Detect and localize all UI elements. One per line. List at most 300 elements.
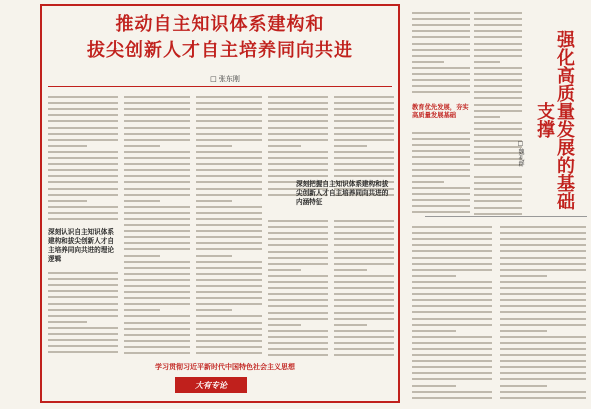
body-text-line [48, 206, 118, 208]
body-text-line [412, 330, 456, 332]
body-text-line [334, 281, 394, 283]
body-text-line [268, 169, 328, 171]
body-text-line [500, 269, 586, 271]
body-text-line [124, 120, 190, 122]
body-text-line [48, 175, 118, 177]
subheading-connotation-features: 深刻把握自主知识体系建构和拔尖创新人才自主培养同向共进的内涵特征 [296, 180, 389, 206]
body-text-line [412, 163, 470, 165]
body-text-line [474, 182, 522, 184]
body-text-line [124, 139, 190, 141]
body-text-line [474, 128, 522, 130]
body-text-line [268, 269, 301, 271]
body-text-line [124, 248, 190, 250]
body-text-line [412, 205, 470, 207]
body-text-line [334, 226, 394, 228]
body-text-line [196, 322, 262, 324]
body-text-line [474, 49, 522, 51]
body-text-line [334, 127, 394, 129]
body-text-line [196, 163, 262, 165]
body-text-line [124, 151, 190, 153]
body-text-line [124, 267, 190, 269]
body-text-line [334, 96, 394, 98]
body-text-line [474, 18, 522, 20]
column-stamp: 大有专论 [175, 377, 247, 393]
body-text-line [500, 226, 586, 228]
body-text-line [412, 30, 470, 32]
side-article-title [532, 30, 576, 210]
body-text-line [500, 372, 586, 374]
body-text-line [412, 67, 470, 69]
body-text-line [268, 175, 328, 177]
subheading-theoretical-logic: 深刻认识自主知识体系建构和拔尖创新人才自主培养同向共进的理论逻辑 [48, 228, 114, 263]
body-text-line [412, 391, 492, 393]
body-text-line [500, 360, 586, 362]
body-text-line [196, 340, 262, 342]
body-text-line [124, 285, 190, 287]
body-text-line [268, 251, 328, 253]
body-text-line [412, 281, 492, 283]
body-column-4b [268, 216, 328, 358]
body-text-line [124, 340, 190, 342]
body-text-line [334, 257, 394, 259]
body-text-line [412, 85, 470, 87]
body-text-line [124, 169, 190, 171]
body-text-line [196, 102, 262, 104]
body-text-line [48, 284, 118, 286]
body-text-line [500, 330, 547, 332]
body-text-line [334, 251, 394, 253]
body-text-line [500, 348, 586, 350]
side-column-1b [412, 128, 470, 218]
body-text-line [412, 342, 492, 344]
body-text-line [196, 230, 262, 232]
body-text-line [334, 232, 394, 234]
body-text-line [412, 378, 492, 380]
body-text-line [334, 275, 394, 277]
body-text-line [474, 36, 522, 38]
body-text-line [196, 133, 262, 135]
body-text-line [268, 102, 328, 104]
body-text-line [196, 309, 232, 311]
body-text-line [500, 378, 586, 380]
body-text-line [474, 73, 522, 75]
body-text-line [196, 194, 262, 196]
body-text-line [124, 352, 190, 354]
body-text-line [124, 145, 160, 147]
body-text-line [268, 220, 328, 222]
body-text-line [412, 132, 470, 134]
body-text-line [474, 188, 522, 190]
body-text-line [474, 104, 522, 106]
body-text-line [334, 133, 394, 135]
body-text-line [268, 293, 328, 295]
body-text-line [196, 175, 262, 177]
body-text-line [48, 188, 118, 190]
body-text-line [196, 261, 262, 263]
body-text-line [268, 244, 328, 246]
body-text-line [196, 157, 262, 159]
body-text-line [334, 163, 394, 165]
side-column-lower-1 [412, 222, 492, 402]
body-text-line [412, 55, 470, 57]
body-text-line [124, 242, 190, 244]
body-text-line [196, 206, 262, 208]
body-text-line [196, 224, 262, 226]
body-text-line [124, 96, 190, 98]
body-text-line [196, 145, 232, 147]
body-text-line [196, 279, 262, 281]
body-text-line [412, 49, 470, 51]
body-text-line [334, 312, 394, 314]
body-text-line [474, 12, 522, 14]
body-text-line [48, 309, 118, 311]
body-text-line [196, 291, 262, 293]
body-text-line [412, 324, 492, 326]
body-text-line [412, 299, 492, 301]
body-text-line [500, 354, 586, 356]
body-text-line [124, 315, 190, 317]
body-text-line [412, 238, 492, 240]
body-text-line [334, 175, 394, 177]
body-text-line [474, 207, 522, 209]
body-text-line [268, 275, 328, 277]
body-text-line [500, 232, 586, 234]
body-text-line [334, 269, 367, 271]
body-text-line [334, 354, 394, 356]
body-text-line [124, 261, 190, 263]
body-text-line [124, 108, 190, 110]
body-text-line [500, 311, 586, 313]
body-text-line [412, 43, 470, 45]
body-text-line [196, 151, 262, 153]
body-text-line [412, 397, 492, 399]
body-text-line [474, 91, 522, 93]
body-text-line [500, 391, 586, 393]
body-text-line [268, 342, 328, 344]
body-text-line [124, 322, 190, 324]
body-text-line [334, 324, 367, 326]
body-text-line [124, 218, 190, 220]
body-text-line [412, 193, 470, 195]
body-text-line [412, 18, 470, 20]
body-text-line [474, 79, 522, 81]
body-text-line [500, 342, 586, 344]
body-text-line [500, 385, 547, 387]
body-text-line [474, 116, 500, 118]
body-text-line [48, 96, 118, 98]
body-text-line [474, 134, 522, 136]
body-text-line [412, 336, 492, 338]
body-text-line [268, 238, 328, 240]
body-text-line [334, 108, 394, 110]
body-text-line [196, 139, 262, 141]
body-text-line [474, 55, 522, 57]
body-text-line [48, 157, 118, 159]
body-text-line [334, 287, 394, 289]
body-text-line [334, 120, 394, 122]
body-text-line [268, 305, 328, 307]
body-text-line [500, 397, 586, 399]
body-text-line [268, 157, 328, 159]
body-text-line [268, 127, 328, 129]
body-text-line [196, 267, 262, 269]
body-text-line [412, 211, 470, 213]
body-text-line [412, 305, 492, 307]
body-text-line [500, 250, 586, 252]
body-text-line [48, 145, 87, 147]
body-text-line [500, 275, 547, 277]
body-text-line [268, 120, 328, 122]
body-text-line [334, 293, 394, 295]
body-text-line [268, 354, 328, 356]
body-text-line [268, 232, 328, 234]
body-text-line [124, 102, 190, 104]
body-text-line [124, 114, 190, 116]
body-text-line [334, 238, 394, 240]
body-text-line [268, 133, 328, 135]
body-text-line [196, 108, 262, 110]
body-text-line [412, 138, 470, 140]
series-banner: 学习贯彻习近平新时代中国特色社会主义思想 [155, 362, 295, 371]
body-text-line [474, 200, 522, 202]
body-text-line [124, 157, 190, 159]
body-text-line [196, 242, 262, 244]
body-text-line [412, 269, 492, 271]
body-text-line [474, 97, 522, 99]
body-column-5b [334, 216, 394, 358]
side-column-1a [412, 8, 470, 98]
body-text-line [124, 181, 190, 183]
body-text-line [412, 257, 492, 259]
body-text-line [48, 200, 87, 202]
article-byline: □ 张东刚 [210, 75, 240, 83]
body-text-line [334, 139, 394, 141]
body-text-line [48, 139, 118, 141]
side-divider [425, 216, 587, 217]
body-text-line [474, 176, 522, 178]
body-text-line [124, 273, 190, 275]
body-text-line [474, 110, 522, 112]
body-text-line [268, 281, 328, 283]
body-text-line [500, 336, 586, 338]
body-text-line [48, 120, 118, 122]
body-text-line [196, 346, 262, 348]
body-column-1a [48, 92, 118, 226]
body-text-line [48, 339, 118, 341]
body-text-line [334, 336, 394, 338]
body-text-line [334, 299, 394, 301]
body-text-line [500, 263, 586, 265]
body-text-line [268, 324, 301, 326]
body-text-line [412, 169, 470, 171]
body-text-line [268, 299, 328, 301]
body-text-line [48, 114, 118, 116]
body-text-line [196, 200, 232, 202]
body-text-line [268, 318, 328, 320]
body-text-line [196, 334, 262, 336]
side-subheading: 教育优先发展，夯实高质量发展基础 [412, 104, 469, 119]
body-text-line [48, 194, 118, 196]
article-title-line-2: 拔尖创新人才自主培养同向共进 [87, 40, 353, 61]
body-text-line [48, 102, 118, 104]
body-text-line [412, 293, 492, 295]
body-text-line [124, 188, 190, 190]
body-text-line [334, 220, 394, 222]
body-text-line [268, 348, 328, 350]
body-text-line [474, 85, 522, 87]
body-text-line [500, 305, 586, 307]
body-text-line [124, 175, 190, 177]
body-text-line [124, 309, 160, 311]
body-text-line [48, 333, 118, 335]
body-text-line [196, 236, 262, 238]
body-text-line [48, 272, 118, 274]
body-text-line [334, 342, 394, 344]
body-text-line [500, 244, 586, 246]
body-text-line [334, 330, 394, 332]
body-text-line [124, 163, 190, 165]
side-column-lower-2 [500, 222, 586, 402]
body-text-line [196, 218, 262, 220]
body-text-line [196, 127, 262, 129]
body-text-line [48, 278, 118, 280]
body-text-line [412, 150, 470, 152]
body-text-line [334, 244, 394, 246]
body-text-line [268, 151, 328, 153]
body-text-line [48, 212, 118, 214]
body-text-line [124, 334, 190, 336]
body-text-line [196, 114, 262, 116]
body-text-line [124, 346, 190, 348]
body-text-line [124, 255, 160, 257]
body-text-line [196, 181, 262, 183]
body-text-line [412, 175, 470, 177]
body-text-line [48, 290, 118, 292]
body-text-line [268, 108, 328, 110]
body-text-line [500, 318, 586, 320]
body-text-line [196, 285, 262, 287]
body-text-line [124, 303, 190, 305]
body-text-line [124, 236, 190, 238]
body-text-line [196, 315, 262, 317]
body-text-line [474, 194, 522, 196]
body-text-line [412, 263, 492, 265]
body-text-line [48, 327, 118, 329]
body-text-line [412, 12, 470, 14]
body-text-line [412, 226, 492, 228]
body-text-line [412, 275, 456, 277]
body-text-line [412, 61, 444, 63]
body-text-line [268, 257, 328, 259]
body-text-line [334, 151, 394, 153]
body-text-line [500, 299, 586, 301]
body-text-line [196, 273, 262, 275]
body-text-line [48, 133, 118, 135]
body-text-line [412, 311, 492, 313]
body-text-line [268, 114, 328, 116]
body-text-line [474, 122, 522, 124]
body-text-line [412, 36, 470, 38]
body-text-line [412, 181, 444, 183]
body-text-line [124, 224, 190, 226]
body-text-line [412, 187, 470, 189]
body-text-line [268, 163, 328, 165]
body-text-line [412, 79, 470, 81]
body-text-line [412, 360, 492, 362]
body-text-line [412, 199, 470, 201]
body-text-line [48, 181, 118, 183]
body-text-line [412, 244, 492, 246]
body-text-line [48, 127, 118, 129]
body-text-line [124, 212, 190, 214]
body-text-line [412, 385, 456, 387]
body-text-line [124, 194, 190, 196]
body-text-line [334, 348, 394, 350]
body-text-line [334, 305, 394, 307]
body-text-line [412, 250, 492, 252]
body-text-line [474, 24, 522, 26]
body-text-line [48, 163, 118, 165]
body-text-line [474, 43, 522, 45]
body-column-1b [48, 268, 118, 358]
body-text-line [48, 345, 118, 347]
body-text-line [124, 133, 190, 135]
body-text-line [196, 352, 262, 354]
side-article-author: □ 魏礼群 [517, 140, 524, 167]
body-text-line [500, 238, 586, 240]
article-title-line-1: 推动自主知识体系建构和 [115, 14, 325, 35]
body-text-line [412, 73, 470, 75]
body-text-line [124, 291, 190, 293]
body-text-line [48, 296, 118, 298]
body-text-line [48, 321, 87, 323]
body-text-line [500, 281, 586, 283]
body-text-line [196, 96, 262, 98]
body-text-line [268, 145, 301, 147]
body-text-line [474, 30, 522, 32]
title-divider [48, 86, 392, 87]
body-text-line [268, 263, 328, 265]
body-text-line [268, 336, 328, 338]
body-text-line [334, 102, 394, 104]
body-text-line [196, 297, 262, 299]
body-text-line [268, 96, 328, 98]
body-text-line [196, 303, 262, 305]
body-text-line [196, 328, 262, 330]
side-title-text: 强化高质量发展的基础支撑 [534, 30, 575, 210]
body-text-line [124, 297, 190, 299]
body-text-line [48, 303, 118, 305]
side-column-2b [474, 172, 522, 218]
body-text-line [334, 263, 394, 265]
body-text-line [500, 257, 586, 259]
body-text-line [268, 312, 328, 314]
body-text-line [500, 366, 586, 368]
body-text-line [48, 218, 118, 220]
body-text-line [48, 151, 118, 153]
body-text-line [196, 255, 232, 257]
body-text-line [474, 67, 522, 69]
body-text-line [412, 144, 470, 146]
body-text-line [412, 318, 492, 320]
body-text-line [48, 315, 118, 317]
body-text-line [500, 293, 586, 295]
body-text-line [196, 248, 262, 250]
body-text-line [124, 127, 190, 129]
body-text-line [412, 232, 492, 234]
body-text-line [412, 372, 492, 374]
body-text-line [334, 157, 394, 159]
